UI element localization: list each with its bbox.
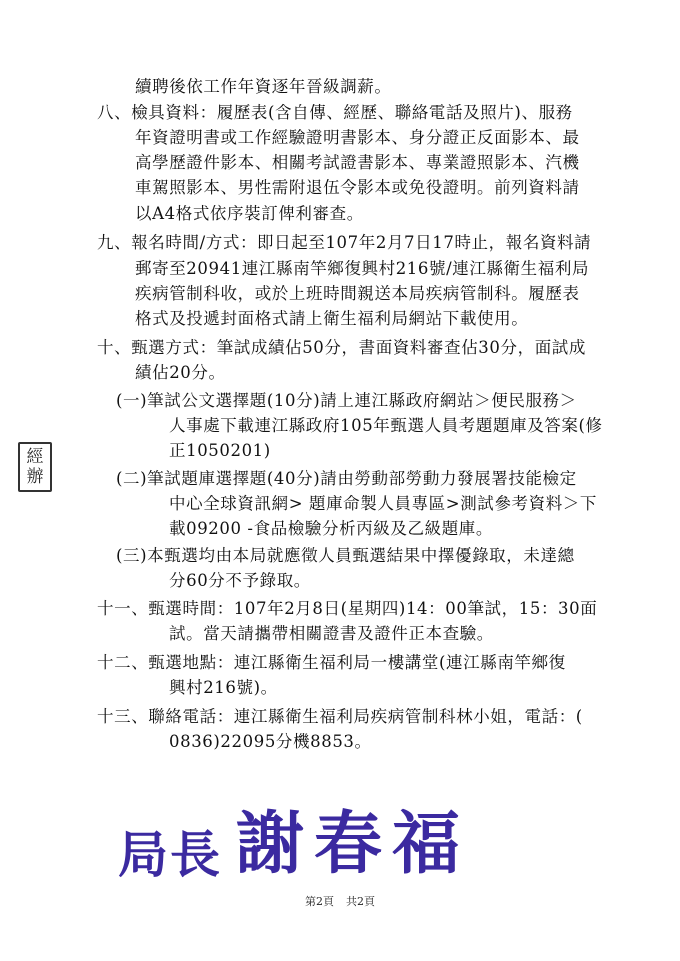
text-line: (三)本甄選均由本局就應徵人員甄選結果中擇優錄取，未達總 [116,546,575,565]
text-line: 試。當天請攜帶相關證書及證件正本查驗。 [169,624,494,643]
text-line: 正1050201) [169,441,271,460]
page-footer [0,893,680,909]
text-line: 十二、甄選地點：連江縣衛生福利局一樓講堂(連江縣南竿鄉復 [97,653,566,672]
page-total: 共2頁 [346,895,375,908]
text-line: 載09200 -食品檢驗分析丙級及乙級題庫。 [169,519,494,538]
text-line: 十一、甄選時間：107年2月8日(星期四)14：00筆試，15：30面 [97,599,598,618]
text-line: 年資證明書或工作經驗證明書影本、身分證正反面影本、最 [135,128,580,147]
text-line: (一)筆試公文選擇題(10分)請上連江縣政府網站＞便民服務＞ [116,391,577,410]
page-number: 第2頁 [305,895,334,908]
director-signature-stamp [118,790,470,887]
seal-bottom-char: 辦 [26,467,44,487]
text-line: 十三、聯絡電話：連江縣衛生福利局疾病管制科林小姐，電話：( [97,707,583,726]
text-line: 九、報名時間/方式：即日起至107年2月7日17時止，報名資料請 [97,233,592,252]
text-line: 0836)22095分機8853。 [169,732,372,751]
text-line: 車駕照影本、男性需附退伍令影本或免役證明。前列資料請 [135,178,580,197]
text-line: 中心全球資訊網> 題庫命製人員專區>測試參考資料＞下 [169,494,597,513]
handler-seal-stamp [18,442,52,492]
text-line: 人事處下載連江縣政府105年甄選人員考題題庫及答案(修 [169,416,603,435]
text-line: 八、檢具資料：履歷表(含自傳、經歷、聯絡電話及照片)、服務 [97,103,573,122]
text-line: 高學歷證件影本、相關考試證書影本、專業證照影本、汽機 [135,153,580,172]
text-line: 分60分不予錄取。 [169,571,311,590]
signature-name: 謝春福 [236,805,471,884]
text-line: 疾病管制科收，或於上班時間親送本局疾病管制科。履歷表 [135,284,580,303]
text-line: 興村216號)。 [169,678,278,697]
signature-title: 局長 [118,826,222,884]
text-line: 續聘後依工作年資逐年晉級調薪。 [135,77,392,96]
text-line: (二)筆試題庫選擇題(40分)請由勞動部勞動力發展署技能檢定 [116,469,577,488]
text-line: 格式及投遞封面格式請上衛生福利局網站下載使用。 [135,309,529,328]
text-line: 郵寄至20941連江縣南竿鄉復興村216號/連江縣衛生福利局 [135,259,590,278]
seal-top-char: 經 [26,447,44,467]
text-line: 十、甄選方式：筆試成績佔50分，書面資料審查佔30分，面試成 [97,338,586,357]
text-line: 績佔20分。 [135,363,226,382]
text-line: 以A4格式依序裝訂俾利審查。 [135,204,364,223]
